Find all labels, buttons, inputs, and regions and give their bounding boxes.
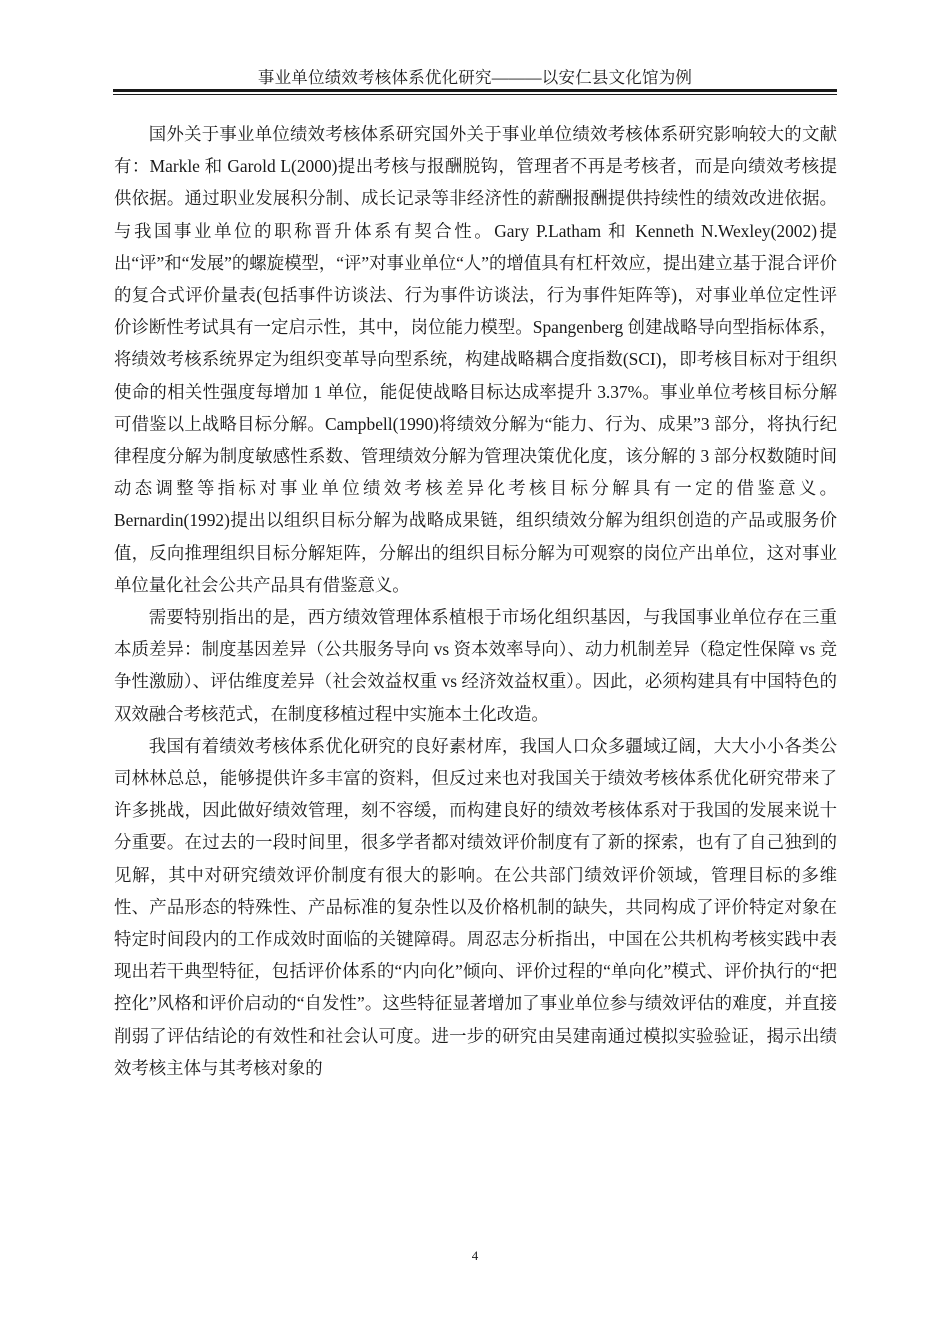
body-text [114, 118, 837, 1084]
paragraph-western-differences: 需要特别指出的是，西方绩效管理体系植根于市场化组织基因，与我国事业单位存在三重本质差异：制度基因差异（公共服务导向 vs 资本效率导向）、动力机制差异（稳定性保障 vs 竞争性激励）、评估维度差异（社会效益权重 vs 经济效益权重）。因此，必须构建具有中国特色的双效融合考核范式，在制度移植过程中实施本土化改造。 [114, 607, 837, 724]
header-rule-thick [113, 89, 837, 92]
paragraph-foreign-literature: 国外关于事业单位绩效考核体系研究国外关于事业单位绩效考核体系研究影响较大的文献有：Markle 和 Garold L(2000)提出考核与报酬脱钩，管理者不再是考核者，而是向绩效考核提供依据。通过职业发展积分制、成长记录等非经济性的薪酬报酬提供持续性的绩效改进依据。与我国事业单位的职称晋升体系有契合性。Gary P.Latham 和 Kenneth N.Wexley(2002)提出“评”和“发展”的螺旋模型，“评”对事业单位“人”的增值具有杠杆效应，提出建立基于混合评价的复合式评价量表(包括事件访谈法、行为事件访谈法，行为事件矩阵等)，对事业单位定性评价诊断性考试具有一定启示性，其中，岗位能力模型。Spangenberg 创建战略导向型指标体系，将绩效考核系统界定为组织变革导向型系统，构建战略耦合度指数(SCI)，即考核目标对于组织使命的相关性强度每增加 1 单位，能促使战略目标达成率提升 3.37%。事业单位考核目标分解可借鉴以上战略目标分解。Campbell(1990)将绩效分解为“能力、行为、成果”3 部分，将执行纪律程度分解为制度敏感性系数、管理绩效分解为管理决策优化度，该分解的 3 部分权数随时间动态调整等指标对事业单位绩效考核差异化考核目标分解具有一定的借鉴意义。Bernardin(1992)提出以组织目标分解为战略成果链，组织绩效分解为组织创造的产品或服务价值，反向推理组织目标分解矩阵，分解出的组织目标分解为可观察的岗位产出单位，这对事业单位量化社会公共产品具有借鉴意义。 [114, 124, 837, 595]
header-rule-thin [113, 94, 837, 95]
running-header: 事业单位绩效考核体系优化研究———以安仁县文化馆为例 [257, 68, 693, 87]
page-number: 4 [471, 1248, 479, 1263]
paragraph-domestic-research: 我国有着绩效考核体系优化研究的良好素材库，我国人口众多疆域辽阔，大大小小各类公司林林总总，能够提供许多丰富的资料，但反过来也对我国关于绩效考核体系优化研究带来了许多挑战，因此做好绩效管理，刻不容缓，而构建良好的绩效考核体系对于我国的发展来说十分重要。在过去的一段时间里，很多学者都对绩效评价制度有了新的探索，也有了自己独到的见解，其中对研究绩效评价制度有很大的影响。在公共部门绩效评价领域，管理目标的多维性、产品形态的特殊性、产品标准的复杂性以及价格机制的缺失，共同构成了评价特定对象在特定时间段内的工作成效时面临的关键障碍。周忍志分析指出，中国在公共机构考核实践中表现出若干典型特征，包括评价体系的“内向化”倾向、评价过程的“单向化”模式、评价执行的“把控化”风格和评价启动的“自发性”。这些特征显著增加了事业单位参与绩效评估的难度，并直接削弱了评估结论的有效性和社会认可度。进一步的研究由吴建南通过模拟实验验证，揭示出绩效考核主体与其考核对象的 [114, 735, 837, 1078]
